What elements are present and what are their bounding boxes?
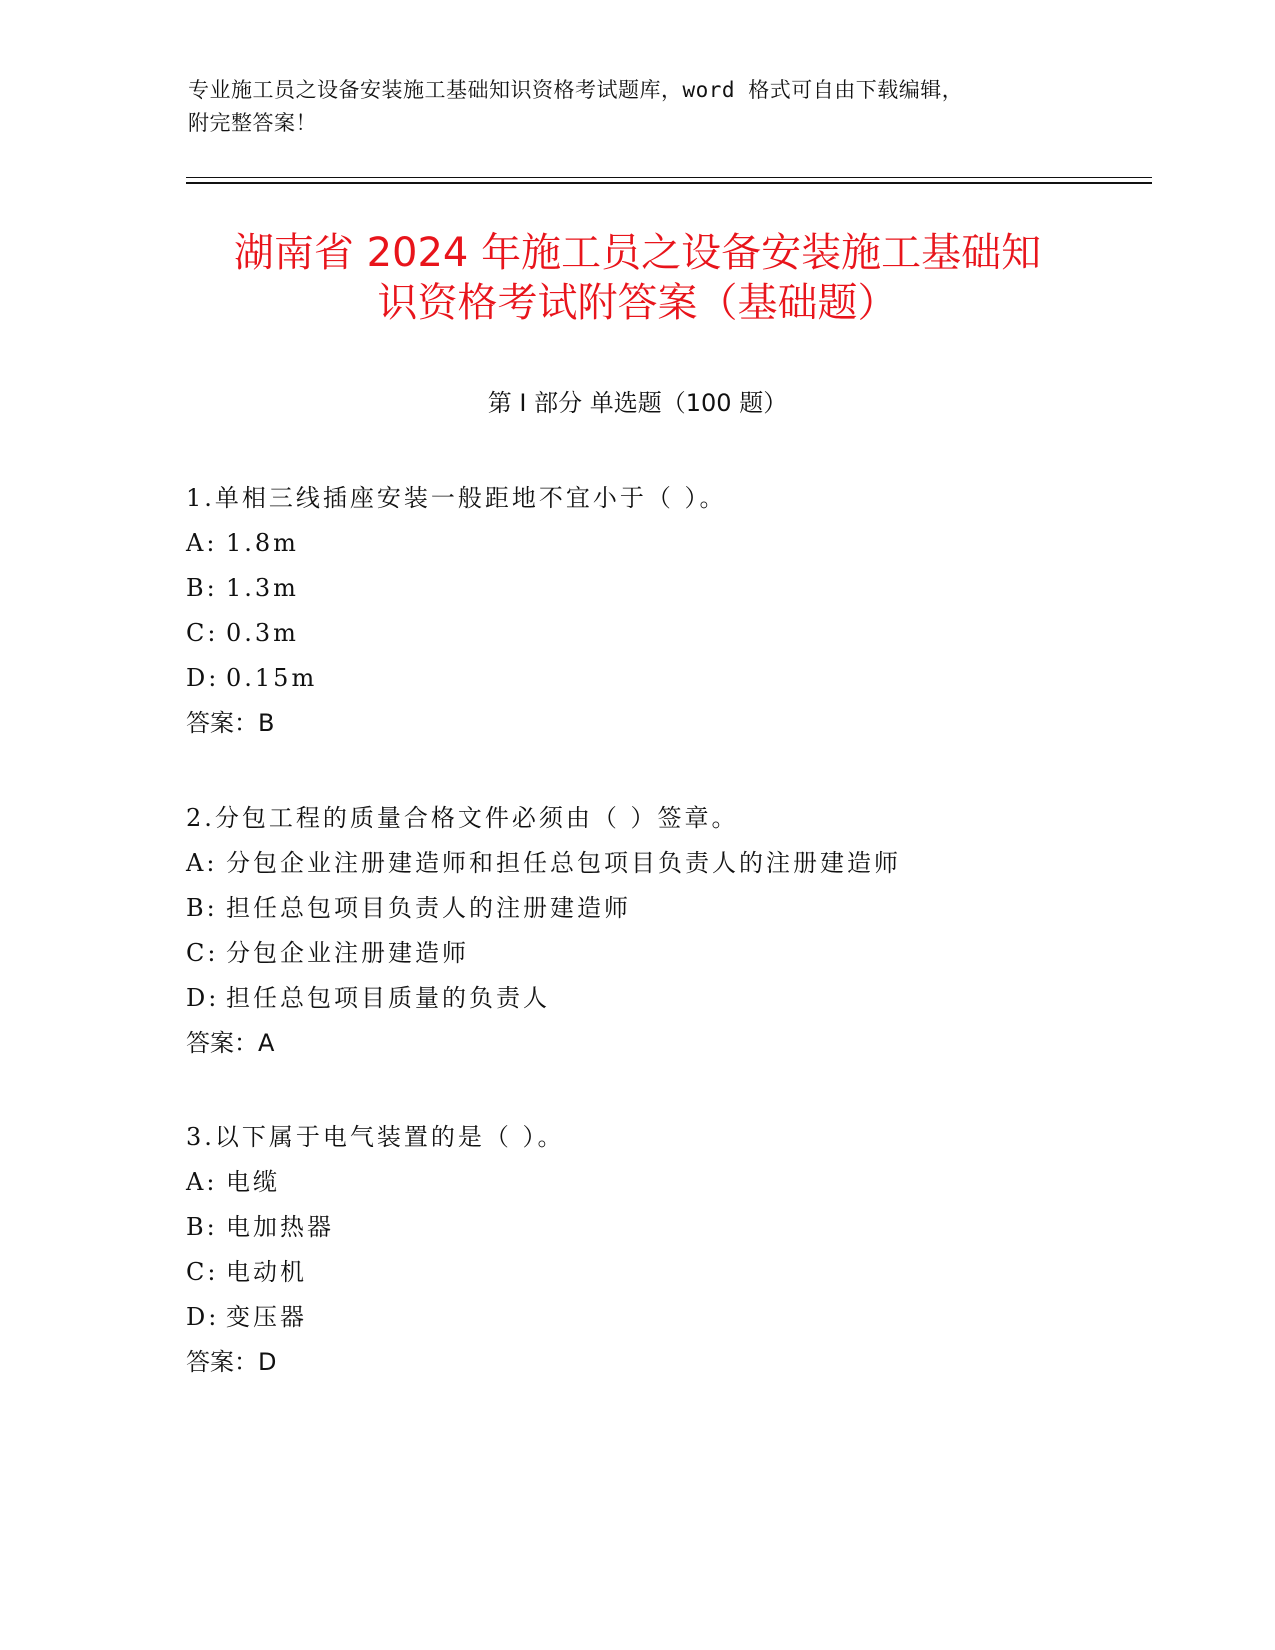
option-text: 担任总包项目负责人的注册建造师 xyxy=(226,894,631,922)
option-letter: A: xyxy=(186,1168,218,1196)
header-divider-thin xyxy=(186,177,1152,178)
header-divider-thick xyxy=(186,182,1152,184)
option-text: 分包企业注册建造师和担任总包项目负责人的注册建造师 xyxy=(226,849,901,877)
answer: 答案：B xyxy=(186,709,275,737)
question-stem: 3.以下属于电气装置的是（ ）。 xyxy=(186,1123,565,1151)
option-letter: A: xyxy=(186,529,218,557)
question-stem: 1.单相三线插座安装一般距地不宜小于（ ）。 xyxy=(186,484,727,512)
option-text: 担任总包项目质量的负责人 xyxy=(226,984,550,1012)
header-note-line-2: 附完整答案！ xyxy=(188,111,317,135)
option-c xyxy=(186,1250,1146,1295)
option-text: 0.15m xyxy=(226,664,318,692)
document-title xyxy=(160,228,1115,328)
option-text: 分包企业注册建造师 xyxy=(226,939,469,967)
option-text: 电加热器 xyxy=(226,1213,334,1241)
option-d xyxy=(186,656,1146,701)
option-b xyxy=(186,1205,1146,1250)
option-a xyxy=(186,841,1146,886)
question-2 xyxy=(186,796,1146,1066)
question-3 xyxy=(186,1115,1146,1385)
answer: 答案：A xyxy=(186,1029,275,1057)
option-letter: D: xyxy=(186,664,220,692)
option-a xyxy=(186,1160,1146,1205)
option-d xyxy=(186,1295,1146,1340)
option-letter: D: xyxy=(186,1303,220,1331)
option-c xyxy=(186,931,1146,976)
section-heading: 第 I 部分 单选题（100 题） xyxy=(487,389,788,417)
option-text: 1.3m xyxy=(226,574,299,602)
option-a xyxy=(186,521,1146,566)
option-letter: C: xyxy=(186,1258,219,1286)
question-stem: 2.分包工程的质量合格文件必须由（ ）签章。 xyxy=(186,804,739,832)
option-c xyxy=(186,611,1146,656)
option-text: 电缆 xyxy=(226,1168,280,1196)
option-text: 0.3m xyxy=(226,619,299,647)
document-title-line-1: 湖南省 2024 年施工员之设备安装施工基础知 xyxy=(233,230,1042,276)
option-letter: C: xyxy=(186,619,219,647)
header-note-line-1: 专业施工员之设备安装施工基础知识资格考试题库，word 格式可自由下载编辑， xyxy=(188,78,964,102)
answer: 答案：D xyxy=(186,1348,277,1376)
option-letter: B: xyxy=(186,574,218,602)
document-title-line-2: 识资格考试附答案（基础题） xyxy=(377,280,898,326)
option-letter: D: xyxy=(186,984,220,1012)
option-letter: C: xyxy=(186,939,219,967)
option-b xyxy=(186,566,1146,611)
option-d xyxy=(186,976,1146,1021)
option-text: 变压器 xyxy=(226,1303,307,1331)
option-letter: B: xyxy=(186,1213,218,1241)
question-1 xyxy=(186,476,1146,746)
option-text: 1.8m xyxy=(226,529,299,557)
option-b xyxy=(186,886,1146,931)
header-note xyxy=(188,74,1088,140)
option-letter: B: xyxy=(186,894,218,922)
option-text: 电动机 xyxy=(226,1258,307,1286)
option-letter: A: xyxy=(186,849,218,877)
